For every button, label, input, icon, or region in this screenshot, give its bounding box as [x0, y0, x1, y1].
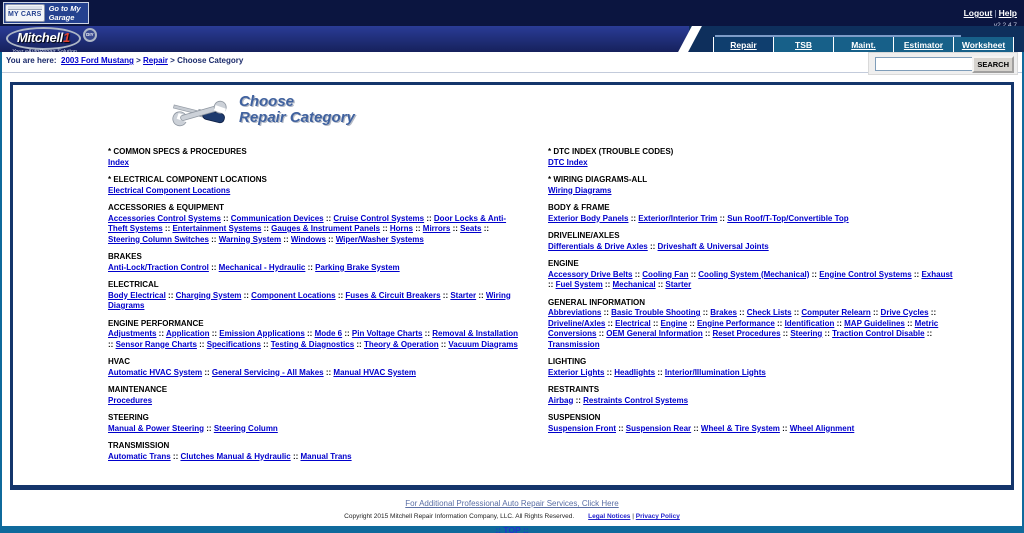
- category-link[interactable]: Index: [108, 157, 129, 167]
- search-panel: [868, 52, 1018, 75]
- category-heading: BODY & FRAME: [548, 203, 610, 212]
- content-box: [10, 82, 1014, 490]
- category-section: [108, 203, 520, 245]
- link-separator: ::: [650, 318, 661, 328]
- category-heading: HVAC: [108, 357, 131, 366]
- category-link[interactable]: Electrical Component Locations: [108, 185, 231, 195]
- category-links: [108, 291, 520, 312]
- category-section: [548, 413, 960, 434]
- category-link[interactable]: Anti-Lock/Traction Control: [108, 262, 209, 272]
- breadcrumb-item[interactable]: 2003 Ford Mustang: [61, 56, 134, 65]
- category-heading: ACCESSORIES & EQUIPMENT: [108, 203, 225, 212]
- category-link[interactable]: Theory & Operation: [363, 339, 439, 349]
- category-link[interactable]: Cruise Control Systems: [333, 213, 425, 223]
- category-link[interactable]: Exterior/Interior Trim: [638, 213, 718, 223]
- category-link[interactable]: Abbreviations: [548, 308, 602, 317]
- link-separator: ::: [596, 329, 607, 338]
- copyright-text: Copyright 2015 Mitchell Repair Information Company, LLC. All Rights Reserved.: [344, 513, 575, 520]
- category-links: [108, 186, 520, 197]
- tab-tsb[interactable]: TSB: [774, 37, 834, 52]
- category-links: [548, 308, 960, 350]
- category-link[interactable]: Exterior Body Panels: [548, 213, 629, 223]
- category-link[interactable]: Wiring Diagrams: [548, 185, 612, 195]
- copyright-line: [2, 513, 1022, 520]
- category-link[interactable]: Check Lists: [746, 308, 792, 317]
- page-title-line2: Repair Category: [239, 109, 355, 126]
- link-separator: ::: [605, 318, 616, 328]
- category-link[interactable]: Airbag: [548, 395, 574, 405]
- category-link[interactable]: Clutches Manual & Hydraulic: [180, 451, 291, 461]
- link-separator: ::: [632, 269, 643, 279]
- category-link[interactable]: Headlights: [614, 367, 656, 377]
- category-heading: * COMMON SPECS & PROCEDURES: [108, 147, 247, 156]
- framed-area: [0, 52, 1024, 533]
- category-link[interactable]: Accessory Drive Belts: [548, 269, 633, 279]
- link-separator: ::: [209, 329, 220, 338]
- category-link[interactable]: Driveline/Axles: [548, 318, 606, 328]
- category-column-right: [548, 147, 960, 469]
- category-section: [108, 357, 520, 378]
- category-heading: TRANSMISSION: [108, 441, 170, 450]
- breadcrumb-items: [61, 56, 243, 65]
- category-heading: * ELECTRICAL COMPONENT LOCATIONS: [108, 175, 267, 184]
- legal-notices-link[interactable]: Legal Notices: [588, 513, 631, 520]
- category-link[interactable]: Wiring Diagrams: [108, 290, 511, 310]
- category-links: [108, 214, 520, 246]
- category-link[interactable]: Sun Roof/T-Top/Convertible Top: [727, 213, 849, 223]
- category-heading: SUSPENSION: [548, 413, 601, 422]
- link-separator: ::: [450, 224, 461, 233]
- category-link[interactable]: Reset Procedures: [712, 329, 781, 338]
- tab-repair[interactable]: Repair: [714, 37, 774, 52]
- link-separator: ::: [573, 395, 584, 405]
- category-section: [548, 298, 960, 351]
- back-to-top-link[interactable]: :: TOP ::: [495, 525, 529, 533]
- category-link[interactable]: Seats: [460, 224, 482, 233]
- category-link[interactable]: Application: [165, 329, 210, 338]
- category-link[interactable]: Starter: [450, 290, 477, 300]
- category-link[interactable]: Charging System: [175, 290, 242, 300]
- link-separator: ::: [156, 329, 166, 338]
- category-link[interactable]: Steering Column Switches: [108, 234, 209, 244]
- category-link[interactable]: Wiper/Washer Systems: [335, 234, 424, 244]
- my-cars-plate-icon: [5, 4, 45, 22]
- breadcrumb-item[interactable]: Repair: [143, 56, 168, 65]
- category-link[interactable]: Horns: [389, 224, 413, 233]
- category-heading: STEERING: [108, 413, 149, 422]
- category-links: [108, 158, 520, 169]
- tab-worksheet[interactable]: Worksheet: [954, 37, 1014, 52]
- category-link[interactable]: OEM General Information: [606, 329, 703, 338]
- link-separator: ::: [323, 213, 334, 223]
- link-separator: ::: [780, 329, 791, 338]
- category-heading: GENERAL INFORMATION: [548, 297, 646, 307]
- category-columns: [108, 147, 960, 469]
- category-heading: MAINTENANCE: [108, 385, 168, 394]
- link-separator: ::: [688, 269, 699, 279]
- category-section: [548, 147, 960, 168]
- link-separator: ::: [305, 262, 316, 272]
- category-link[interactable]: Fuel System: [555, 280, 603, 289]
- category-section: [548, 175, 960, 196]
- link-separator: ::: [604, 367, 615, 377]
- category-link[interactable]: Mode 6: [314, 329, 343, 338]
- link-separator: ::: [700, 308, 711, 317]
- category-section: [108, 441, 520, 462]
- diagonal-slash-decoration: [678, 26, 702, 52]
- link-separator: ::: [290, 451, 301, 461]
- link-separator: ::: [904, 318, 915, 328]
- link-separator: ::: [260, 339, 271, 349]
- link-separator: ::: [628, 213, 639, 223]
- category-section: [548, 385, 960, 406]
- diy-badge: DIY: [83, 28, 97, 42]
- link-separator: ::: [422, 329, 433, 338]
- category-link[interactable]: Electrical: [615, 318, 651, 328]
- link-separator: ::: [241, 290, 252, 300]
- category-link[interactable]: Mirrors: [422, 224, 451, 233]
- search-input[interactable]: [875, 57, 976, 71]
- page-title: [239, 94, 355, 126]
- link-separator: ::: [170, 451, 181, 461]
- category-link[interactable]: Drive Cycles: [880, 308, 929, 317]
- category-heading: * WIRING DIAGRAMS-ALL: [548, 175, 648, 184]
- category-links: [108, 396, 520, 407]
- category-section: [108, 175, 520, 196]
- title-banner: [171, 91, 355, 135]
- category-link[interactable]: Vacuum Diagrams: [448, 339, 518, 349]
- category-link[interactable]: Warning System: [218, 234, 282, 244]
- link-separator: ::: [335, 290, 346, 300]
- category-link[interactable]: Suspension Front: [548, 423, 616, 433]
- category-link[interactable]: Door Locks & Anti-Theft Systems: [108, 213, 507, 233]
- link-separator: ::: [413, 224, 423, 233]
- category-link[interactable]: Parking Brake System: [315, 262, 400, 272]
- category-link[interactable]: Emission Applications: [219, 329, 305, 338]
- category-link[interactable]: Windows: [290, 234, 326, 244]
- tab-strip: [689, 26, 1024, 52]
- category-link[interactable]: Manual & Power Steering: [108, 423, 205, 433]
- link-separator: ::: [736, 308, 747, 317]
- link-separator: ::: [911, 269, 922, 279]
- category-link[interactable]: Manual Trans: [300, 451, 352, 461]
- link-separator: ::: [208, 234, 219, 244]
- link-separator: ::: [220, 213, 231, 223]
- category-link[interactable]: Accessories Control Systems: [108, 213, 221, 223]
- link-separator: ::: [655, 280, 666, 289]
- tab-estimator[interactable]: Estimator: [894, 37, 954, 52]
- category-link[interactable]: Cooling Fan: [642, 269, 689, 279]
- link-separator: ::: [601, 308, 612, 317]
- breadcrumb-separator: >: [133, 56, 144, 65]
- category-link[interactable]: Driveshaft & Universal Joints: [657, 241, 769, 251]
- tab-maint[interactable]: Maint.: [834, 37, 894, 52]
- breadcrumb: [6, 56, 243, 65]
- link-separator: ::: [702, 329, 713, 338]
- category-section: [548, 357, 960, 378]
- privacy-policy-link[interactable]: Privacy Policy: [635, 513, 680, 520]
- link-separator: ::: [438, 339, 449, 349]
- top-utility-bar: [0, 0, 1024, 26]
- category-links: [108, 329, 520, 350]
- link-separator: ::: [342, 329, 352, 338]
- category-link[interactable]: Component Locations: [251, 290, 336, 300]
- category-link[interactable]: Differentials & Drive Axles: [548, 241, 648, 251]
- link-separator: ::: [616, 423, 626, 433]
- link-separator: ::: [691, 423, 701, 433]
- category-section: [108, 252, 520, 273]
- help-link[interactable]: Help: [998, 8, 1017, 18]
- category-section: [108, 280, 520, 312]
- category-links: [548, 270, 960, 291]
- my-cars-plate-label: MY CARS: [8, 11, 42, 18]
- category-link[interactable]: Body Electrical: [108, 290, 166, 300]
- link-separator: ::: [687, 318, 697, 328]
- category-link[interactable]: Cooling System (Mechanical): [698, 269, 810, 279]
- category-link[interactable]: Sensor Range Charts: [115, 339, 197, 349]
- link-separator: ::: [870, 308, 881, 317]
- link-separator: ::: [822, 329, 833, 338]
- category-link[interactable]: Wheel & Tire System: [700, 423, 780, 433]
- category-section: [108, 147, 520, 168]
- category-link[interactable]: Testing & Diagnostics: [270, 339, 355, 349]
- link-separator: ::: [602, 280, 613, 289]
- category-link[interactable]: MAP Guidelines: [844, 318, 905, 328]
- category-links: [548, 214, 960, 225]
- link-separator: ::: [202, 367, 212, 377]
- brand-bar: [0, 26, 1024, 52]
- category-link[interactable]: Restraints Control Systems: [583, 395, 689, 405]
- category-link[interactable]: Procedures: [108, 395, 153, 405]
- category-links: [108, 368, 520, 379]
- category-link[interactable]: Suspension Rear: [625, 423, 692, 433]
- category-links: [108, 424, 520, 435]
- category-link[interactable]: Exhaust: [921, 269, 953, 279]
- link-separator: ::: [165, 290, 176, 300]
- category-heading: LIGHTING: [548, 357, 587, 366]
- page-title-line1: Choose: [239, 93, 295, 110]
- category-link[interactable]: Starter: [665, 280, 692, 289]
- link-separator: ::: [261, 224, 272, 233]
- footer-divider: |: [632, 513, 634, 520]
- category-heading: * DTC INDEX (TROUBLE CODES): [548, 147, 674, 156]
- category-link[interactable]: Removal & Installation: [432, 329, 519, 338]
- category-link[interactable]: Gauges & Instrument Panels: [271, 224, 381, 233]
- category-link[interactable]: Transmission: [548, 339, 600, 349]
- category-heading: RESTRAINTS: [548, 385, 600, 394]
- link-separator: ::: [655, 367, 665, 377]
- link-separator: ::: [281, 234, 291, 244]
- category-section: [108, 319, 520, 351]
- link-separator: ::: [204, 423, 214, 433]
- category-link[interactable]: Metric Conversions: [548, 318, 939, 338]
- link-separator: ::: [380, 224, 390, 233]
- category-link[interactable]: Identification: [784, 318, 835, 328]
- category-heading: BRAKES: [108, 252, 142, 261]
- category-section: [108, 385, 520, 406]
- search-button[interactable]: SEARCH: [972, 56, 1014, 73]
- category-link[interactable]: Computer Relearn: [801, 308, 871, 317]
- category-link[interactable]: Interior/Illumination Lights: [664, 367, 766, 377]
- link-separator: ::: [325, 234, 336, 244]
- category-column-left: [108, 147, 520, 469]
- breadcrumb-separator: >: [167, 56, 178, 65]
- link-separator: ::: [774, 318, 785, 328]
- tab-bar: [713, 37, 1014, 52]
- category-link[interactable]: Brakes: [710, 308, 737, 317]
- category-link[interactable]: Specifications: [206, 339, 261, 349]
- category-section: [108, 413, 520, 434]
- link-separator: ::: [424, 213, 434, 223]
- category-section: [548, 259, 960, 291]
- category-heading: DRIVELINE/AXLES: [548, 231, 620, 240]
- category-link[interactable]: Traction Control Disable: [832, 329, 925, 338]
- link-separator: ::: [779, 423, 790, 433]
- category-links: [108, 452, 520, 463]
- category-link[interactable]: General Servicing - All Makes: [211, 367, 324, 377]
- category-section: [548, 203, 960, 224]
- category-link[interactable]: Adjustments: [108, 329, 157, 338]
- category-link[interactable]: Automatic HVAC System: [108, 367, 203, 377]
- category-links: [548, 396, 960, 407]
- go-to-my-garage-label: Go to My Garage: [48, 4, 81, 22]
- category-links: [548, 424, 960, 435]
- go-to-my-garage-button[interactable]: [3, 2, 89, 24]
- link-separator: ::: [834, 318, 845, 328]
- link-separator: ::: [440, 290, 451, 300]
- category-links: [548, 368, 960, 379]
- link-separator: ::: [108, 339, 116, 349]
- link-separator: ::: [548, 280, 556, 289]
- brand-wordmark: Mitchell1: [17, 30, 70, 45]
- category-link[interactable]: DTC Index: [548, 157, 588, 167]
- category-section: [548, 231, 960, 252]
- link-separator: ::: [647, 241, 658, 251]
- link-separator: ::: [304, 329, 315, 338]
- category-link[interactable]: Steering: [790, 329, 823, 338]
- breadcrumb-row: [2, 52, 1022, 73]
- category-link[interactable]: Entertainment Systems: [172, 224, 262, 233]
- category-links: [548, 158, 960, 169]
- link-separator: ::: [791, 308, 802, 317]
- category-link[interactable]: Mechanical - Hydraulic: [218, 262, 306, 272]
- category-link[interactable]: Communication Devices: [230, 213, 324, 223]
- category-link[interactable]: Wheel Alignment: [789, 423, 855, 433]
- additional-services-link[interactable]: For Additional Professional Auto Repair Services, Click Here: [405, 499, 619, 508]
- category-link[interactable]: Steering Column: [213, 423, 278, 433]
- category-links: [548, 242, 960, 253]
- category-heading: ENGINE: [548, 259, 579, 268]
- category-link[interactable]: Mechanical: [612, 280, 656, 289]
- breadcrumb-item: Choose Category: [177, 56, 244, 65]
- category-link[interactable]: Engine: [660, 318, 688, 328]
- category-link[interactable]: Fuses & Circuit Breakers: [345, 290, 441, 300]
- link-separator: ::: [323, 367, 334, 377]
- link-separator: ::: [809, 269, 820, 279]
- category-link[interactable]: Automatic Trans: [108, 451, 171, 461]
- link-separator: ::: [928, 308, 937, 317]
- link-separator: ::: [208, 262, 219, 272]
- link-separator: ::: [717, 213, 728, 223]
- mitchell1-logo: [6, 27, 97, 55]
- link-separator: ::: [162, 224, 173, 233]
- category-link[interactable]: Basic Trouble Shooting: [611, 308, 701, 317]
- breadcrumb-prefix: You are here:: [6, 56, 57, 65]
- category-link[interactable]: Pin Voltage Charts: [351, 329, 423, 338]
- link-separator: ::: [196, 339, 207, 349]
- category-heading: ELECTRICAL: [108, 280, 159, 289]
- category-heading: ENGINE PERFORMANCE: [108, 318, 204, 328]
- category-link[interactable]: Engine Performance: [696, 318, 775, 328]
- category-links: [108, 263, 520, 274]
- footer: [2, 490, 1022, 533]
- repair-tools-icon: [171, 91, 229, 135]
- link-separator: ::: [354, 339, 364, 349]
- category-link[interactable]: Manual HVAC System: [333, 367, 416, 377]
- category-link[interactable]: Engine Control Systems: [819, 269, 912, 279]
- link-separator: ::: [481, 224, 490, 233]
- logout-link[interactable]: Logout: [963, 8, 993, 18]
- category-link[interactable]: Exterior Lights: [548, 367, 605, 377]
- brand-one: 1: [63, 30, 70, 45]
- link-separator: ::: [476, 290, 486, 300]
- category-links: [548, 186, 960, 197]
- link-separator: ::: [924, 329, 933, 338]
- link-divider: |: [994, 8, 997, 18]
